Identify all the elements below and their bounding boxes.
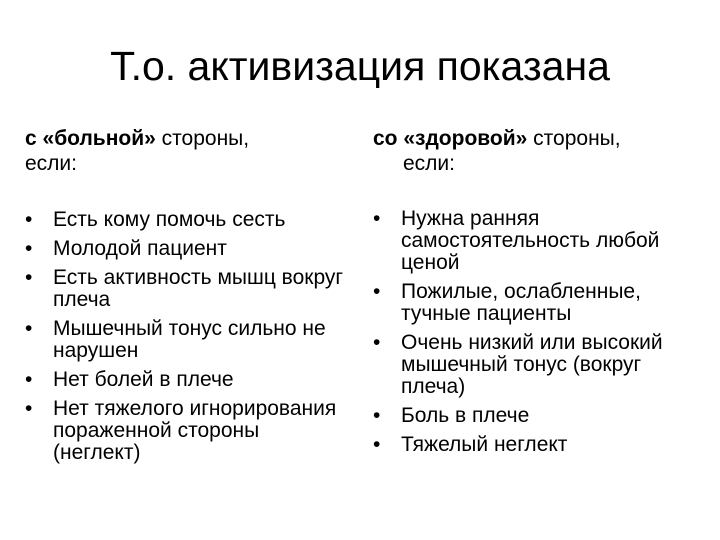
list-item: • Тяжелый неглект [373, 433, 568, 456]
right-heading-line2: если: [403, 152, 455, 175]
list-item: • Очень низкий или высокий мышечный тонус (вокруг плеча) [373, 331, 663, 398]
bullet-icon: • [25, 237, 33, 260]
left-bullet-list [25, 209, 345, 471]
right-heading-bold: со «здоровой» [373, 127, 528, 150]
bullet-icon: • [25, 266, 33, 289]
list-item: • Мышечный тонус сильно не нарушен [25, 317, 326, 362]
bullet-icon: • [373, 404, 381, 427]
list-item: • Нужна ранняя самостоятельность любой ценой [373, 207, 660, 274]
right-column [373, 126, 708, 456]
list-item: • Молодой пациент [25, 237, 227, 260]
bullet-icon: • [25, 397, 33, 420]
list-item: • Нет тяжелого игнорирования пораженной стороны (неглект) [25, 397, 337, 464]
bullet-icon: • [25, 368, 33, 391]
slide-title: Т.о. активизация показана [110, 43, 610, 89]
left-column [25, 126, 345, 464]
bullet-icon: • [373, 433, 381, 456]
right-bullet-list [373, 208, 708, 463]
left-heading-rest: стороны, [155, 127, 250, 150]
list-item: • Пожилые, ослабленные, тучные пациенты [373, 280, 641, 325]
right-column-heading [373, 126, 708, 176]
bullet-icon: • [373, 331, 381, 354]
left-heading-line2: если: [25, 152, 77, 175]
list-item: • Нет болей в плече [25, 368, 234, 391]
right-heading-rest: стороны, [527, 127, 621, 150]
list-item: • Боль в плече [373, 404, 530, 427]
list-item: • Есть активность мышц вокруг плеча [25, 266, 344, 311]
bullet-icon: • [373, 207, 381, 230]
bullet-icon: • [25, 208, 33, 231]
list-item: • Есть кому помочь сесть [25, 208, 286, 231]
left-heading-bold: с «больной» [25, 127, 156, 150]
bullet-icon: • [373, 280, 381, 303]
left-column-heading [25, 126, 345, 176]
bullet-icon: • [25, 317, 33, 340]
